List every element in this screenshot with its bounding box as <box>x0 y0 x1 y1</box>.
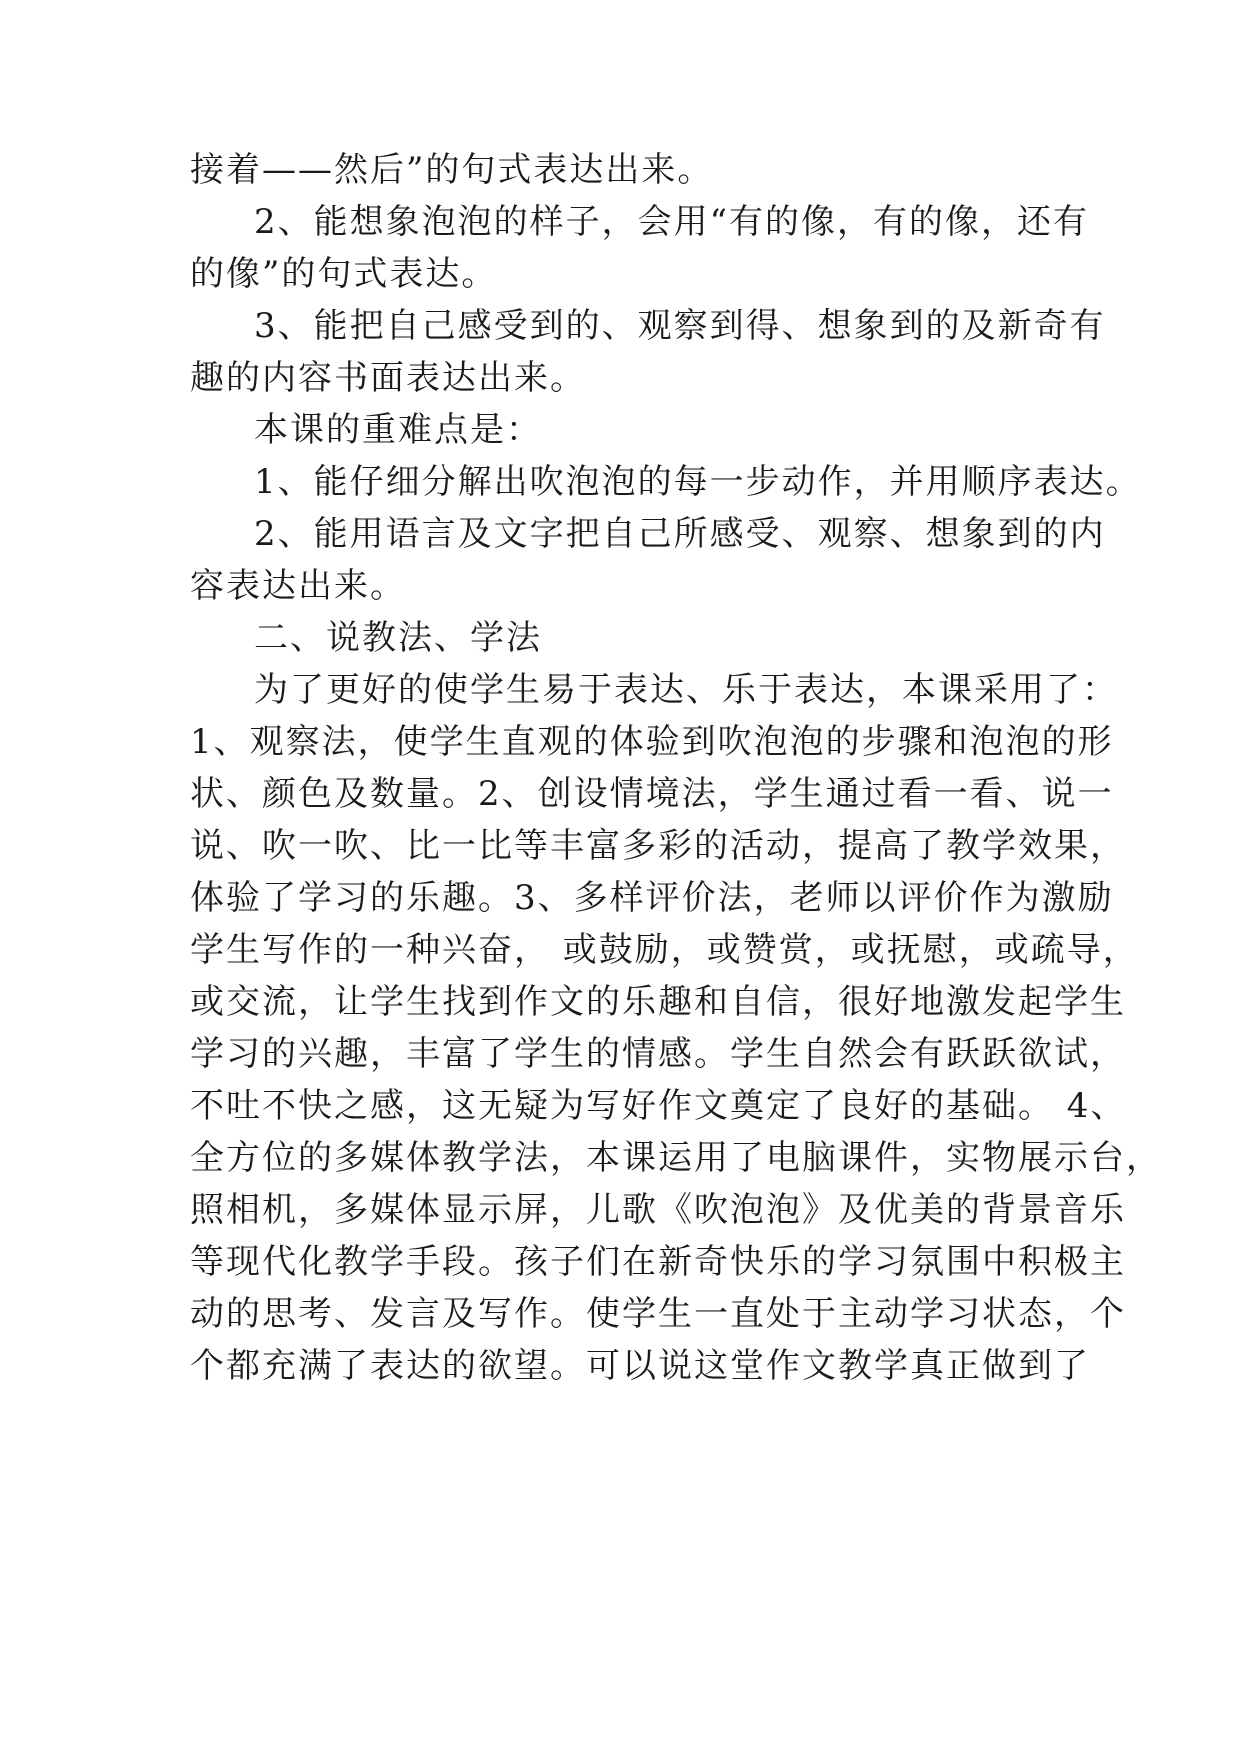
text-line: 照相机，多媒体显示屏，儿歌《吹泡泡》及优美的背景音乐 <box>190 1190 1126 1230</box>
text-line: 学习的兴趣，丰富了学生的情感。学生自然会有跃跃欲试， <box>190 1034 1126 1074</box>
text-line: 为了更好的使学生易于表达、乐于表达，本课采用了： <box>254 670 1118 710</box>
text-line: 1、观察法，使学生直观的体验到吹泡泡的步骤和泡泡的形 <box>190 722 1114 762</box>
text-line: 趣的内容书面表达出来。 <box>190 358 586 398</box>
text-line: 1、能仔细分解出吹泡泡的每一步动作，并用顺序表达。 <box>254 462 1142 502</box>
section-heading: 二、说教法、学法 <box>254 618 542 658</box>
text-line: 的像”的句式表达。 <box>190 254 498 294</box>
text-line: 接着——然后”的句式表达出来。 <box>190 150 714 190</box>
text-line: 等现代化教学手段。孩子们在新奇快乐的学习氛围中积极主 <box>190 1242 1126 1282</box>
text-line: 不吐不快之感，这无疑为写好作文奠定了良好的基础。 4、 <box>190 1086 1127 1126</box>
text-line: 3、能把自己感受到的、观察到得、想象到的及新奇有 <box>254 306 1106 346</box>
text-line: 2、能用语言及文字把自己所感受、观察、想象到的内 <box>254 514 1106 554</box>
text-line: 个都充满了表达的欲望。可以说这堂作文教学真正做到了 <box>190 1346 1090 1386</box>
text-line: 状、颜色及数量。2、创设情境法，学生通过看一看、说一 <box>190 774 1114 814</box>
text-line: 动的思考、发言及写作。使学生一直处于主动学习状态，个 <box>190 1294 1126 1334</box>
text-line: 或交流，让学生找到作文的乐趣和自信，很好地激发起学生 <box>190 982 1126 1022</box>
text-line: 全方位的多媒体教学法，本课运用了电脑课件，实物展示台， <box>190 1138 1162 1178</box>
text-line: 2、能想象泡泡的样子，会用“有的像，有的像，还有 <box>254 202 1090 242</box>
text-line: 说、吹一吹、比一比等丰富多彩的活动，提高了教学效果， <box>190 826 1126 866</box>
text-line: 学生写作的一种兴奋， 或鼓励，或赞赏，或抚慰，或疏导， <box>190 930 1139 970</box>
text-line: 本课的重难点是： <box>254 410 542 450</box>
text-line: 容表达出来。 <box>190 566 406 606</box>
text-line: 体验了学习的乐趣。3、多样评价法，老师以评价作为激励 <box>190 878 1114 918</box>
